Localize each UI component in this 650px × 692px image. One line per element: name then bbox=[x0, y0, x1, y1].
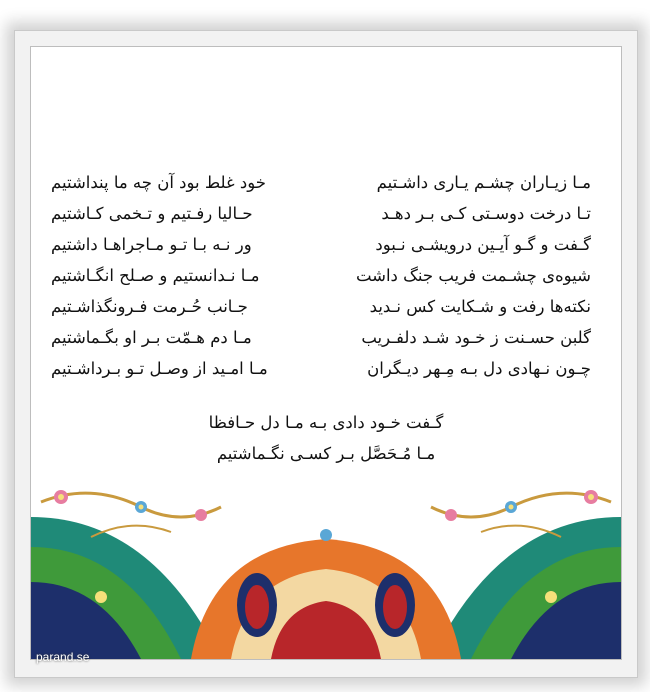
hemistich-second: مـا امـید از وصـل تـو بـرداشـتیم bbox=[51, 359, 268, 378]
hemistich-first: تـا درخت دوسـتی کـی بـر دهـد bbox=[381, 204, 591, 223]
flower bbox=[445, 509, 457, 521]
poem-card bbox=[30, 46, 622, 660]
hemistich-second: مـا نـدانستیم و صـلح انگـاشتیم bbox=[51, 266, 260, 285]
hemistich-first: مـا زیـاران چشـم یـاری داشـتیم bbox=[376, 173, 591, 192]
poem-body bbox=[31, 167, 621, 384]
hemistich-second: حـالیا رفـتیم و تـخمی کـاشتیم bbox=[51, 204, 253, 223]
persian-ornament bbox=[31, 477, 621, 659]
hemistich-first: گـفت و گـو آیـین درویشـی نـبود bbox=[375, 235, 591, 254]
hemistich-first: شیوه‌ی چشـمت فریب جنگ داشت bbox=[355, 266, 591, 285]
hemistich-second: مـا دم هـمّت بـر او بگـماشتیم bbox=[51, 328, 252, 347]
closing-couplet bbox=[31, 407, 621, 469]
hemistich-first: گلبن حسـنت ز خـود شـد دلفـریب bbox=[361, 328, 591, 347]
couplet-row bbox=[31, 322, 621, 353]
couplet-row bbox=[31, 353, 621, 384]
hemistich-second: جـانب حُـرمت فـرونگذاشـتیم bbox=[51, 297, 248, 316]
couplet-row bbox=[31, 198, 621, 229]
couplet-row bbox=[31, 291, 621, 322]
hemistich-first: نکته‌ها رفت و شـکایت کس نـدید bbox=[369, 297, 591, 316]
closing-line-1: گـفت خـود دادی بـه مـا دل حـافظا bbox=[208, 413, 444, 432]
site-watermark: parand.se bbox=[36, 650, 90, 664]
flower bbox=[195, 509, 207, 521]
couplet-row bbox=[31, 167, 621, 198]
right-vine bbox=[431, 493, 611, 517]
hemistich-first: چـون نـهادی دل بـه مِـهر دیـگران bbox=[367, 359, 591, 378]
left-vine bbox=[41, 493, 221, 517]
hemistich-second: خود غلط بود آن چه ما پنداشتیم bbox=[51, 173, 266, 192]
couplet-row bbox=[31, 229, 621, 260]
hemistich-second: ور نـه بـا تـو مـاجراهـا داشتیم bbox=[51, 235, 252, 254]
couplet-row bbox=[31, 260, 621, 291]
closing-line-2: مـا مُـحَصَّل بـر کسـی نگـماشتیم bbox=[216, 444, 436, 463]
flower bbox=[320, 529, 332, 541]
